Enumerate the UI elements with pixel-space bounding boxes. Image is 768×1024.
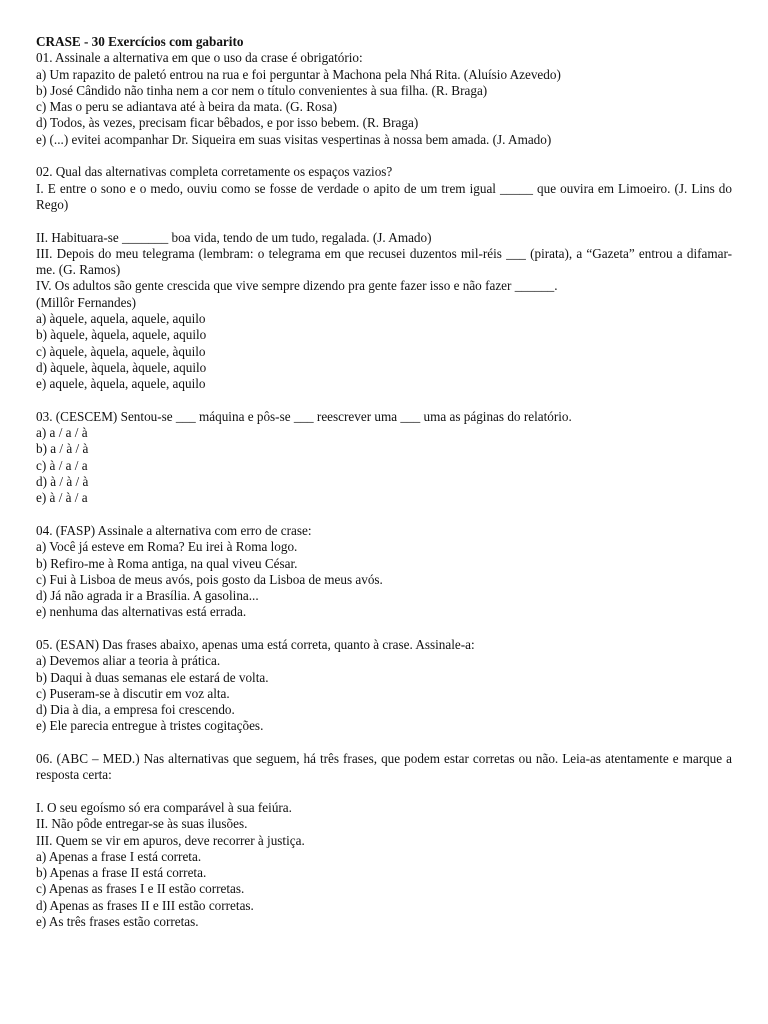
question-01-option-e: e) (...) evitei acompanhar Dr. Siqueira em suas visitas vespertinas à nossa bem amada. (J. Amado) — [36, 131, 552, 147]
question-06-item-1: I. O seu egoísmo só era comparável à sua feiúra. — [36, 799, 292, 815]
question-04-option-c: c) Fui à Lisboa de meus avós, pois gosto da Lisboa de meus avós. — [36, 571, 383, 587]
question-01-option-b: b) José Cândido não tinha nem a cor nem o título convenientes à sua filha. (R. Braga) — [36, 82, 488, 98]
spacer — [36, 784, 732, 800]
question-03-option-a: a) a / a / à — [36, 425, 88, 441]
question-02-item-4: IV. Os adultos são gente crescida que vive sempre dizendo pra gente fazer isso e não fazer ______. — [36, 278, 558, 294]
question-05-option-e: e) Ele parecia entregue à tristes cogitações. — [36, 718, 264, 734]
question-02-item-3: III. Depois do meu telegrama (lembram: o telegrama em que recusei duzentos mil-réis ___ (pirata), a “Gazeta” entrou a difamar-me. (G. Ramos) — [36, 245, 732, 278]
spacer — [36, 213, 732, 229]
question-03-option-e: e) à / à / a — [36, 490, 88, 506]
question-03-option-b: b) a / à / à — [36, 441, 89, 457]
document-page — [36, 34, 732, 930]
question-02-option-a: a) àquele, aquela, aquele, aquilo — [36, 311, 206, 327]
question-06-item-3: III. Quem se vir em apuros, deve recorrer à justiça. — [36, 832, 305, 848]
question-06-option-c: c) Apenas as frases I e II estão corretas. — [36, 881, 245, 897]
question-02-prompt: 02. Qual das alternativas completa corretamente os espaços vazios? — [36, 164, 393, 180]
question-04-option-d: d) Já não agrada ir a Brasília. A gasolina... — [36, 588, 259, 604]
question-02-option-b: b) àquele, àquela, aquele, aquilo — [36, 327, 207, 343]
question-02-item-2: II. Habituara-se _______ boa vida, tendo de um tudo, regalada. (J. Amado) — [36, 229, 432, 245]
spacer — [36, 621, 732, 637]
question-06-option-d: d) Apenas as frases II e III estão corretas. — [36, 897, 254, 913]
document-title: CRASE - 30 Exercícios com gabarito — [36, 34, 244, 49]
question-06-option-b: b) Apenas a frase II está correta. — [36, 865, 207, 881]
question-06-option-a: a) Apenas a frase I está correta. — [36, 848, 202, 864]
spacer — [36, 393, 732, 409]
spacer — [36, 735, 732, 751]
question-04-option-b: b) Refiro-me à Roma antiga, na qual viveu César. — [36, 555, 298, 571]
question-06-option-e: e) As três frases estão corretas. — [36, 914, 199, 930]
question-06-item-2: II. Não pôde entregar-se às suas ilusões. — [36, 816, 248, 832]
spacer — [36, 507, 732, 523]
question-02-item-4-source: (Millôr Fernandes) — [36, 294, 136, 310]
question-04-option-e: e) nenhuma das alternativas está errada. — [36, 604, 247, 620]
question-05-option-c: c) Puseram-se à discutir em voz alta. — [36, 685, 230, 701]
question-01-option-d: d) Todos, às vezes, precisam ficar bêbados, e por isso bebem. (R. Braga) — [36, 115, 419, 131]
spacer — [36, 148, 732, 164]
question-01-option-c: c) Mas o peru se adiantava até à beira da mata. (G. Rosa) — [36, 99, 337, 115]
question-02-item-1: I. E entre o sono e o medo, ouviu como se fosse de verdade o apito de um trem igual _____ que ouvira em Limoeiro. (J. Lins do Rego) — [36, 180, 732, 212]
question-05-option-b: b) Daqui à duas semanas ele estará de volta. — [36, 669, 269, 685]
question-06-prompt: 06. (ABC – MED.) Nas alternativas que seguem, há três frases, que podem estar corretas ou não. Leia-as atentamente e marque a resposta certa: — [36, 751, 732, 783]
question-05-option-d: d) Dia à dia, a empresa foi crescendo. — [36, 702, 235, 718]
question-03-prompt: 03. (CESCEM) Sentou-se ___ máquina e pôs-se ___ reescrever uma ___ uma as páginas do relatório. — [36, 408, 572, 424]
question-05-prompt: 05. (ESAN) Das frases abaixo, apenas uma está correta, quanto à crase. Assinale-a: — [36, 636, 475, 652]
question-05-option-a: a) Devemos aliar a teoria à prática. — [36, 653, 221, 669]
question-02-option-c: c) àquele, àquela, aquele, àquilo — [36, 343, 206, 359]
question-01-option-a: a) Um rapazito de paletó entrou na rua e foi perguntar à Machona pela Nhá Rita. (Aluísio Azevedo) — [36, 66, 561, 82]
question-01-prompt: 01. Assinale a alternativa em que o uso da crase é obrigatório: — [36, 50, 363, 66]
question-04-prompt: 04. (FASP) Assinale a alternativa com erro de crase: — [36, 522, 312, 538]
question-02-option-d: d) àquele, àquela, àquele, aquilo — [36, 359, 207, 375]
question-02-option-e: e) aquele, àquela, aquele, aquilo — [36, 376, 206, 392]
question-03-option-c: c) à / a / a — [36, 457, 88, 473]
question-04-option-a: a) Você já esteve em Roma? Eu irei à Roma logo. — [36, 539, 298, 555]
question-03-option-d: d) à / à / à — [36, 474, 89, 490]
